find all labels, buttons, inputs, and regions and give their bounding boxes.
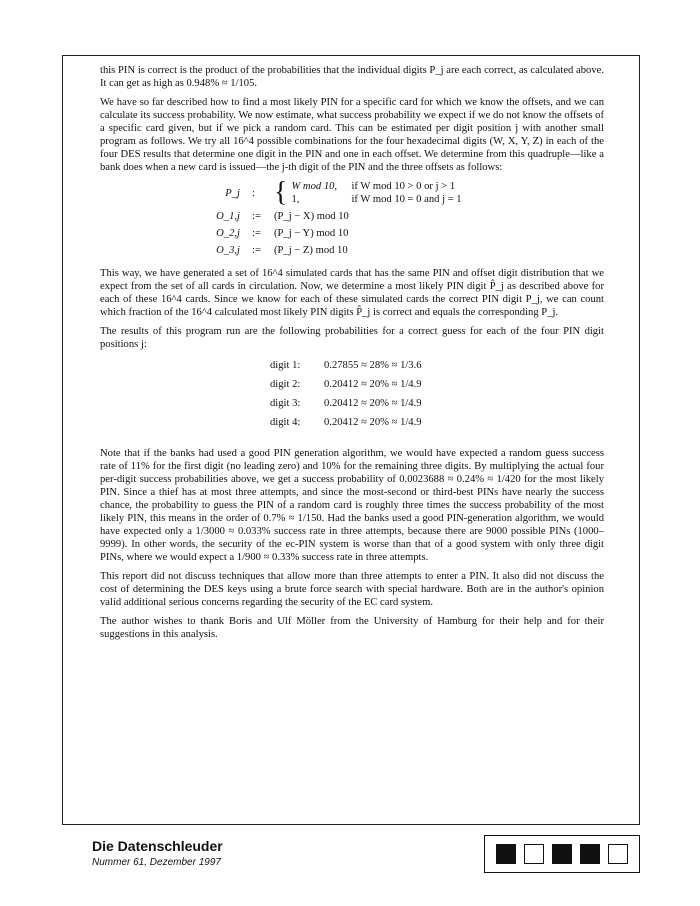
probability-row <box>270 397 604 416</box>
equation-rhs: (P_j − X) mod 10 <box>274 211 349 222</box>
equation-lhs: O_3,j <box>216 245 240 256</box>
equation-pj <box>200 177 604 208</box>
article-body <box>100 64 604 647</box>
paragraph-method: We have so far described how to find a most likely PIN for a specific card for which we know the offsets, and we can calculate its success probability. We now estimate, what success probability we expect if we do not know the offsets of a specific card given, but if we pick a random card. This can be estimated per digit position j with another small program as follows. We try all 16^4 possible combinations for the four hexadecimal digits (W, X, Y, Z) in each of the four DES results that determine one digit in the PIN and one in each offset. We determine from this quadruple—like a bank does when a new card is issued—the j-th digit of the PIN and the three offsets as follows: <box>100 97 604 173</box>
equation-block <box>200 177 604 257</box>
probability-value: 0.27855 ≈ 28% ≈ 1/3.6 <box>324 360 422 371</box>
square-icon <box>608 844 628 864</box>
paragraph-intro: this PIN is correct is the product of the probabilities that the individual digits P_j are each correct, as calculated above. It can get as high as 0.948% ≈ 1/105. <box>100 65 604 89</box>
left-brace-icon: { <box>274 177 288 208</box>
square-icon <box>524 844 544 864</box>
paragraph-acknowledgements: The author wishes to thank Boris and Ulf Möller from the University of Hamburg for their help and for their suggestions in this analysis. <box>100 616 604 640</box>
probability-list <box>270 359 604 435</box>
equation-lhs: P_j <box>225 187 240 199</box>
equation-operator: : <box>252 187 255 199</box>
case-2-condition: if W mod 10 = 0 and j = 1 <box>351 194 462 205</box>
probability-value: 0.20412 ≈ 20% ≈ 1/4.9 <box>324 417 422 428</box>
probability-label: digit 4: <box>270 417 301 428</box>
case-2-value: 1, <box>291 194 300 205</box>
probability-row <box>270 416 604 435</box>
equation-o1 <box>200 210 604 223</box>
probability-value: 0.20412 ≈ 20% ≈ 1/4.9 <box>324 379 422 390</box>
probability-row <box>270 378 604 397</box>
equation-operator: := <box>252 245 261 256</box>
decorative-boxes <box>484 835 640 873</box>
paragraph-limitations: This report did not discuss techniques that allow more than three attempts to enter a PIN. It also did not discuss the cost of determining the DES keys using a brute force search with special hardware. Both are in the author's opinion valid additional serious concerns regarding the security of the EC card system. <box>100 571 604 608</box>
equation-operator: := <box>252 228 261 239</box>
equation-o3 <box>200 244 604 257</box>
magazine-title: Die Datenschleuder <box>92 838 223 854</box>
equation-o2 <box>200 227 604 240</box>
probability-value: 0.20412 ≈ 20% ≈ 1/4.9 <box>324 398 422 409</box>
probability-label: digit 3: <box>270 398 301 409</box>
paragraph-results: The results of this program run are the following probabilities for a correct guess for each of the four PIN digit positions j: <box>100 326 604 350</box>
paragraph-discussion: Note that if the banks had used a good PIN generation algorithm, we would have expected a random guess success rate of 11% for the first digit (no leading zero) and 10% for the remaining three digits. By multiplying the actual four per-digit success probabilities above, we get a success probability of 0.0023688 ≈ 0.24% ≈ 1/420 for the most likely PIN. Since a thief has at most three attempts, and since the most-second or third-best PINs have nearly the success chance, the probability to guess the PIN of a random card is roughly three times the success probability of the most likely PIN, this means in the order of 0.7% ≈ 1/150. Had the banks used a good PIN-generation algorithm, we would have expected only a 1/3000 ≈ 0.033% success rate in three attempts, because there are 9000 possible PINs (1000–9999). In other words, the security of the ec-PIN system is worse than that of a good system with only three digit PINs, where we would expect a 1/900 ≈ 0.33% success rate in three attempts. <box>100 448 604 563</box>
equation-rhs: (P_j − Y) mod 10 <box>274 228 349 239</box>
probability-row <box>270 359 604 378</box>
case-1-value: W mod 10, <box>291 181 338 192</box>
equation-rhs: (P_j − Z) mod 10 <box>274 245 348 256</box>
case-1-condition: if W mod 10 > 0 or j > 1 <box>351 181 456 192</box>
probability-label: digit 2: <box>270 379 301 390</box>
equation-cases <box>274 177 462 208</box>
issue-info: Nummer 61, Dezember 1997 <box>92 857 221 868</box>
equation-lhs: O_2,j <box>216 228 240 239</box>
square-icon <box>552 844 572 864</box>
square-icon <box>580 844 600 864</box>
paragraph-simulation: This way, we have generated a set of 16^4 simulated cards that has the same PIN and offset digit distribution that we expect from the set of all cards in circulation. Now, we determine a most likely PIN digit P̂_j as described above for each of these 16^4 cards. Since we know for each of these simulated cards the correct PIN digit P_j, we can count which fraction of the 16^4 calculated most likely PIN digits P̂_j is correct and equals the corresponding P_j. <box>100 268 604 318</box>
probability-label: digit 1: <box>270 360 301 371</box>
equation-lhs: O_1,j <box>216 211 240 222</box>
equation-operator: := <box>252 211 261 222</box>
square-icon <box>496 844 516 864</box>
